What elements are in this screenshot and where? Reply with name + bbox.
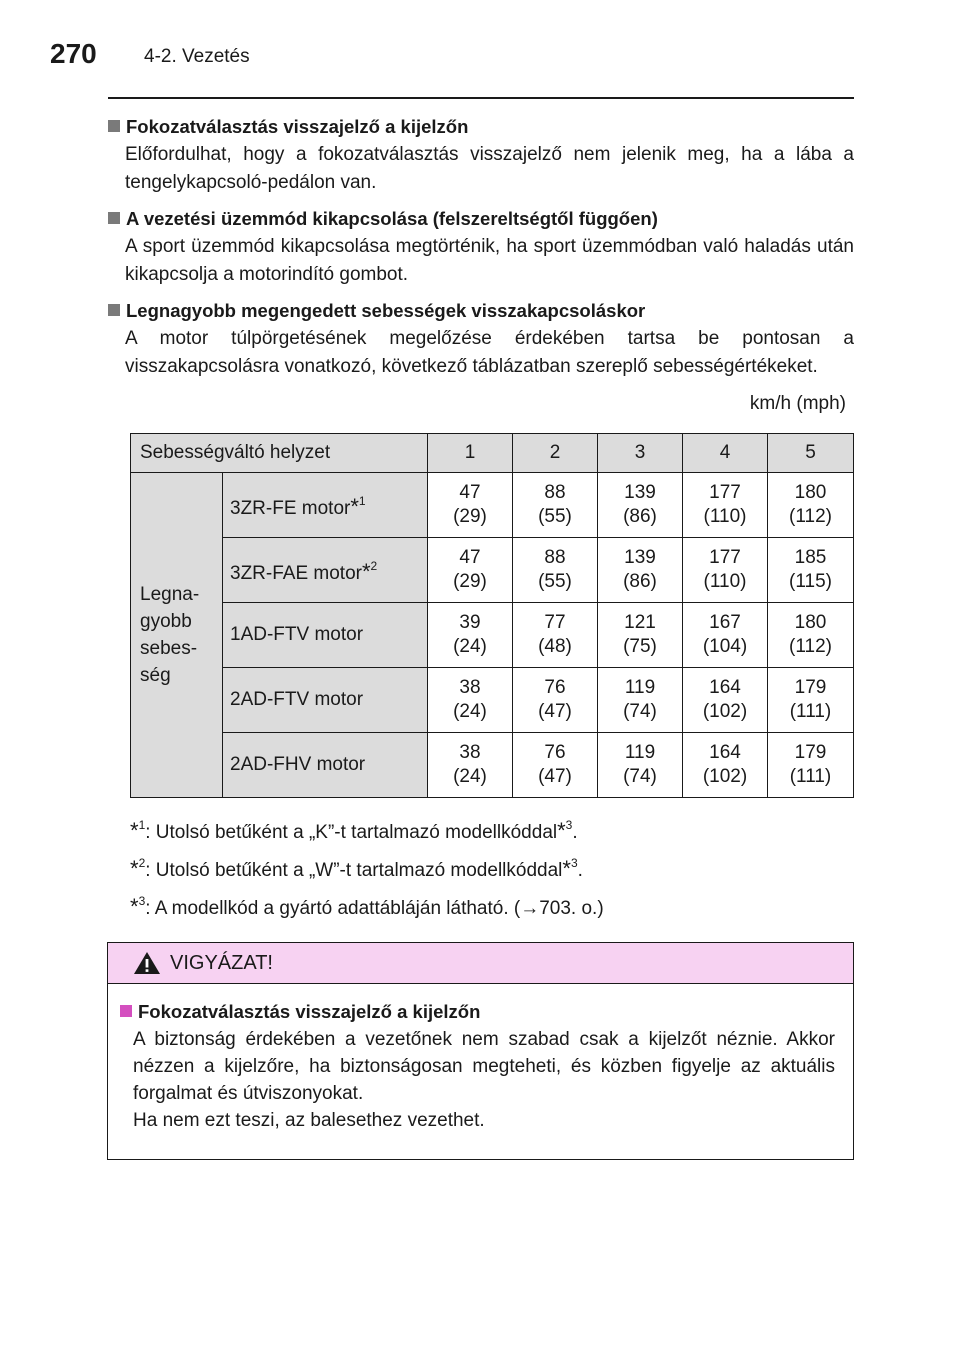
engine-cell: 3ZR-FE motor*$^1$ — [223, 473, 428, 538]
speed-mph: (112) — [789, 506, 832, 527]
speed-mph: (47) — [538, 701, 572, 722]
table-row — [131, 473, 854, 538]
square-bullet-icon — [108, 212, 120, 224]
warning-title: VIGYÁZAT! — [170, 952, 273, 974]
speed-cell — [768, 473, 854, 538]
speed-kmh: 121 — [624, 612, 656, 633]
square-bullet-icon — [108, 304, 120, 316]
speed-mph: (48) — [538, 636, 572, 657]
section-drive-mode — [108, 205, 854, 289]
speed-kmh: 47 — [459, 547, 481, 568]
section-gear-indicator — [108, 113, 854, 197]
gear-header: 4 — [683, 434, 768, 473]
speed-kmh: 185 — [794, 547, 827, 568]
speed-mph: (102) — [702, 766, 748, 787]
speed-kmh: 38 — [459, 677, 481, 698]
speed-mph: (74) — [623, 701, 657, 722]
engine-cell: 2AD-FHV motor — [223, 733, 428, 798]
speed-mph: (111) — [789, 701, 832, 722]
table-row — [131, 603, 854, 668]
speed-kmh: 139 — [624, 547, 656, 568]
speed-kmh: 177 — [709, 482, 741, 503]
table-header-row — [131, 434, 854, 473]
gear-header: 1 — [428, 434, 513, 473]
speed-cell — [428, 473, 513, 538]
speed-mph: (86) — [623, 506, 657, 527]
engine-cell: 3ZR-FAE motor*$^2$ — [223, 538, 428, 603]
square-bullet-icon — [108, 120, 120, 132]
speed-kmh: 180 — [794, 482, 827, 503]
unit-label: km/h (mph) — [749, 393, 846, 414]
warning-box — [107, 942, 854, 1160]
speed-cell — [683, 733, 768, 798]
speed-kmh: 119 — [624, 742, 656, 763]
speed-cell — [768, 603, 854, 668]
speed-cell — [683, 603, 768, 668]
section-body: Előfordulhat, hogy a fokozatválasztás visszajelző nem jelenik meg, ha a lába a tengelykapcsoló-pedálon van. — [125, 144, 854, 193]
speed-mph: (110) — [703, 506, 747, 527]
speed-cell — [428, 603, 513, 668]
section-body: A sport üzemmód kikapcsolása megtörténik, ha sport üzemmódban való haladás után kikapcsolja a motorindító gombot. — [125, 236, 854, 285]
speed-kmh: 164 — [709, 677, 741, 698]
speed-mph: (29) — [453, 571, 487, 592]
speed-kmh: 88 — [544, 482, 566, 503]
speed-cell — [513, 603, 598, 668]
speed-table — [130, 433, 854, 798]
speed-mph: (55) — [538, 571, 572, 592]
speed-mph: (29) — [453, 506, 487, 527]
table-row — [131, 538, 854, 603]
speed-mph: (47) — [538, 766, 572, 787]
row-group-label: Legna- gyobb sebes- ség — [131, 473, 223, 798]
warning-subheading: Fokozatválasztás visszajelző a kijelzőn — [120, 998, 835, 1026]
warning-triangle-icon — [133, 951, 161, 975]
speed-cell — [683, 668, 768, 733]
speed-cell — [683, 538, 768, 603]
speed-kmh: 119 — [624, 677, 656, 698]
speed-kmh: 47 — [459, 482, 481, 503]
section-heading: Legnagyobb megengedett sebességek visszakapcsoláskor — [108, 297, 854, 325]
table-row — [131, 733, 854, 798]
speed-cell — [428, 668, 513, 733]
section-max-speeds — [108, 297, 854, 381]
speed-cell — [428, 733, 513, 798]
warning-line: Ha nem ezt teszi, az balesethez vezethet. — [133, 1110, 485, 1131]
square-bullet-icon — [120, 1005, 132, 1017]
speed-kmh: 88 — [544, 547, 566, 568]
footnote: *$^2$: Utolsó betűként a „W”-t tartalmazó modellkóddal*$^3$. — [130, 856, 583, 881]
header-rule — [108, 97, 854, 99]
speed-cell — [598, 473, 683, 538]
gear-header: 3 — [598, 434, 683, 473]
speed-cell — [683, 473, 768, 538]
speed-mph: (104) — [702, 636, 748, 657]
speed-mph: (102) — [702, 701, 748, 722]
speed-kmh: 76 — [544, 742, 566, 763]
section-body: A motor túlpörgetésének megelőzése érdekében tartsa be pontosan a visszakapcsolásra vonatkozó, következő táblázatban szereplő sebességértékeket. — [125, 328, 854, 377]
warning-text — [120, 1026, 835, 1134]
speed-mph: (86) — [623, 571, 657, 592]
engine-cell: 1AD-FTV motor — [223, 603, 428, 668]
speed-mph: (24) — [453, 701, 487, 722]
speed-kmh: 167 — [709, 612, 741, 633]
speed-mph: (24) — [453, 636, 487, 657]
speed-kmh: 38 — [459, 742, 481, 763]
speed-kmh: 179 — [794, 677, 827, 698]
footnote: *$^1$: Utolsó betűként a „K”-t tartalmazó modellkóddal*$^3$. — [130, 818, 578, 843]
footnote: *$^3$: A modellkód a gyártó adattábláján látható. (→703. o.) — [130, 894, 604, 919]
footnotes — [130, 806, 854, 920]
speed-mph: (55) — [538, 506, 572, 527]
page-number: 270 — [50, 38, 97, 69]
speed-cell — [768, 733, 854, 798]
gear-header: 5 — [768, 434, 854, 473]
speed-kmh: 180 — [794, 612, 827, 633]
speed-cell — [598, 538, 683, 603]
speed-mph: (111) — [789, 766, 832, 787]
speed-cell — [768, 668, 854, 733]
speed-kmh: 77 — [544, 612, 566, 633]
speed-cell — [768, 538, 854, 603]
section-heading: Fokozatválasztás visszajelző a kijelzőn — [108, 113, 854, 141]
speed-kmh: 179 — [794, 742, 827, 763]
speed-kmh: 139 — [624, 482, 656, 503]
speed-kmh: 39 — [459, 612, 481, 633]
speed-mph: (24) — [453, 766, 487, 787]
warning-line: A biztonság érdekében a vezetőnek nem szabad csak a kijelzőt néznie. Akkor nézzen a kijelzőre, ha biztonságosan megteheti, és közben figyelje az aktuális forgalmat és útviszonyokat. — [133, 1029, 835, 1104]
speed-cell — [428, 538, 513, 603]
warning-header — [108, 943, 853, 984]
table-header-label: Sebességváltó helyzet — [131, 434, 428, 473]
speed-mph: (110) — [703, 571, 747, 592]
engine-cell: 2AD-FTV motor — [223, 668, 428, 733]
chapter-title: 4-2. Vezetés — [144, 46, 250, 67]
speed-cell — [513, 668, 598, 733]
speed-cell — [598, 668, 683, 733]
speed-cell — [513, 538, 598, 603]
speed-mph: (74) — [623, 766, 657, 787]
speed-mph: (112) — [789, 636, 832, 657]
speed-kmh: 76 — [544, 677, 566, 698]
speed-cell — [513, 733, 598, 798]
warning-body — [108, 984, 853, 1134]
speed-kmh: 164 — [709, 742, 741, 763]
speed-cell — [598, 733, 683, 798]
speed-cell — [598, 603, 683, 668]
section-heading: A vezetési üzemmód kikapcsolása (felszereltségtől függően) — [108, 205, 854, 233]
speed-cell — [513, 473, 598, 538]
speed-mph: (115) — [789, 571, 832, 592]
table-row — [131, 668, 854, 733]
gear-header: 2 — [513, 434, 598, 473]
speed-kmh: 177 — [709, 547, 741, 568]
speed-mph: (75) — [623, 636, 657, 657]
